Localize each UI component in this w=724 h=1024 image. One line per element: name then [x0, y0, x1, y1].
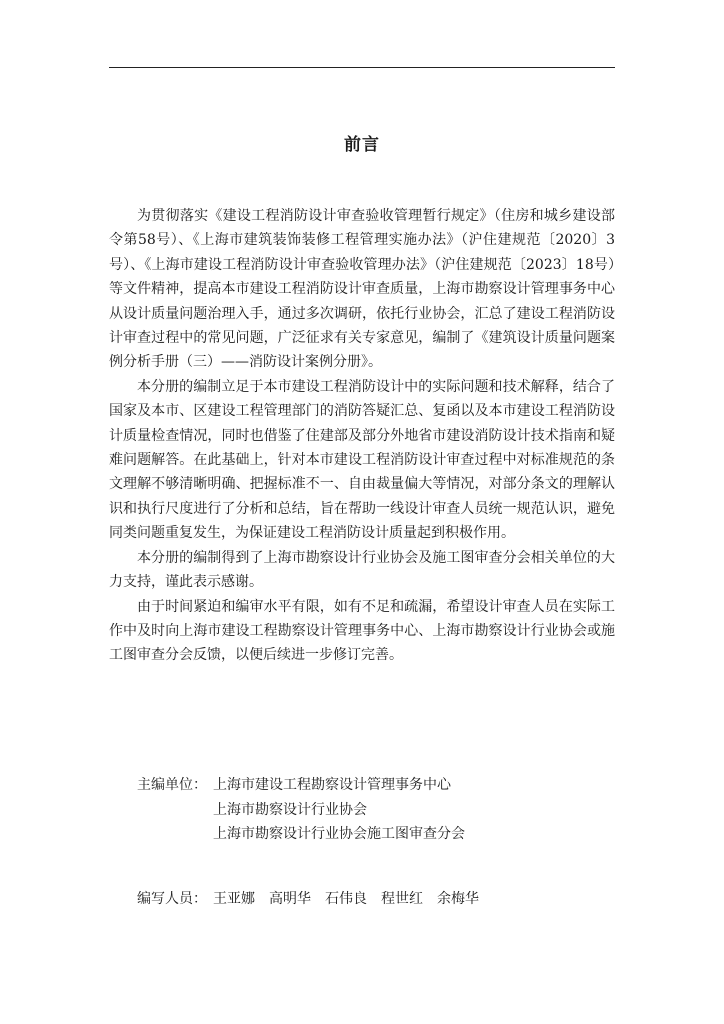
preface-body: [109, 204, 615, 668]
editor-name: 石伟良: [325, 891, 367, 907]
paragraph-3: 本分册的编制得到了上海市勘察设计行业协会及施工图审查分会相关单位的大力支持，谨此表示感谢。: [109, 549, 615, 591]
header-rule: [109, 67, 615, 68]
editor-name: 余梅华: [437, 891, 479, 907]
chief-editor-block: [137, 773, 615, 847]
editor-name: 高明华: [269, 891, 311, 907]
paragraph-1: 为贯彻落实《建设工程消防设计审查验收管理暂行规定》（住房和城乡建设部令第58号）、《上海市建筑装饰装修工程管理实施办法》（沪住建规范〔2020〕3号）、《上海市建设工程消防设计审查验收管理办法》（沪住建规范〔2023〕18号）等文件精神，提高本市建设工程消防设计审查质量，上海市勘察设计管理事务中心从设计质量问题治理入手，通过多次调研，依托行业协会，汇总了建设工程消防设计审查过程中的常见问题，广泛征求有关专家意见，编制了《建筑设计质量问题案例分析手册（三）——消防设计案例分册》。: [109, 208, 615, 371]
chief-editor-unit: 上海市勘察设计行业协会施工图审查分会: [213, 826, 465, 843]
chief-editor-unit: 上海市勘察设计行业协会: [213, 801, 367, 818]
editor-name: 程世红: [381, 891, 423, 907]
editor-name: 王亚娜: [213, 891, 255, 907]
editors-label: 编写人员：: [137, 891, 207, 907]
paragraph-2: 本分册的编制立足于本市建设工程消防设计中的实际问题和技术解释，结合了国家及本市、区建设工程管理部门的消防答疑汇总、复函以及本市建设工程消防设计质量检查情况，同时也借鉴了住建部及部分外地省市建设消防设计技术指南和疑难问题解答。在此基础上，针对本市建设工程消防设计审查过程中对标准规范的条文理解不够清晰明确、把握标准不一、自由裁量偏大等情况，对部分条文的理解认识和执行尺度进行了分析和总结，旨在帮助一线设计审查人员统一规范认识，避免同类问题重复发生，为保证建设工程消防设计质量起到积极作用。: [109, 378, 615, 542]
editors-block: [137, 887, 493, 911]
chief-editor-label: 主编单位：: [137, 777, 207, 793]
chief-editor-units: [213, 773, 465, 847]
page-title: 前言: [344, 135, 380, 155]
paragraph-4: 由于时间紧迫和编审水平有限，如有不足和疏漏，希望设计审查人员在实际工作中及时向上海市建设工程勘察设计管理事务中心、上海市勘察设计行业协会或施工图审查分会反馈，以便后续进一步修订完善。: [109, 598, 615, 664]
chief-editor-unit: 上海市建设工程勘察设计管理事务中心: [213, 777, 451, 793]
